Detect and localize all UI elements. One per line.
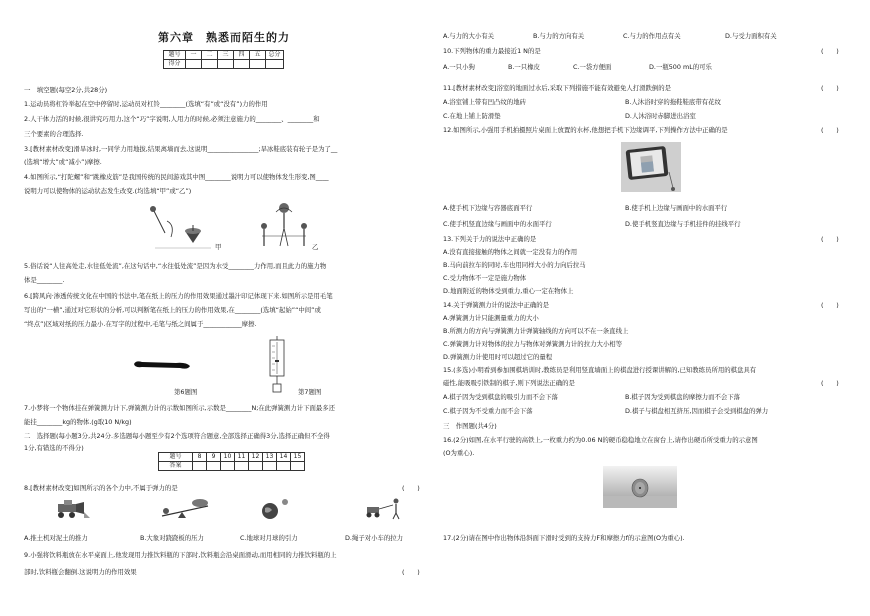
question-12-answer-paren: ( ) bbox=[821, 126, 839, 134]
q10-option-d: D.一瓶500 mL的可乐 bbox=[649, 63, 712, 71]
brush-stroke-figure bbox=[132, 358, 192, 372]
question-4-line1: 4.如图所示,“打陀螺”和“跳橡皮筋”是我国传统的民间游戏其中图________说明力可以使物体发生形变,图____ bbox=[24, 173, 329, 181]
answer-table bbox=[158, 452, 305, 471]
answer-table-value-row bbox=[159, 462, 305, 471]
question-6-line3: “终点”)区域对纸的压力最小.在写字的过程中,毛笔与纸之间属于____________摩擦. bbox=[24, 320, 257, 328]
phone-cup-photo bbox=[621, 142, 681, 192]
q9-option-a: A.与力的大小有关 bbox=[443, 32, 495, 40]
q13-option-b: B.马向前拉车的同时,车也用同样大小的力向后拉马 bbox=[443, 261, 586, 269]
question-10: 10.下列物体的重力最接近1 N的是 bbox=[443, 47, 541, 55]
figure-label-yi: 乙 bbox=[312, 243, 319, 251]
figure-7-caption: 第7题图 bbox=[298, 388, 322, 396]
question-8-answer-paren: ( ) bbox=[402, 484, 420, 492]
spinning-top-figure bbox=[145, 203, 215, 253]
question-15-line1: 15.(多选)小明看到参加围棋培训时,教练员是利用竖直墙面上的棋盘进行授课讲解的,已知教练员所用的棋盘具有 bbox=[443, 366, 757, 374]
score-cell bbox=[218, 60, 234, 69]
score-cell bbox=[234, 60, 250, 69]
answer-table-header-row bbox=[159, 453, 305, 462]
answer-cell bbox=[221, 462, 235, 471]
score-cell bbox=[250, 60, 266, 69]
answer-cell: 9 bbox=[207, 453, 221, 462]
spring-scale-figure bbox=[266, 336, 288, 394]
q12-option-b: B.使手机上边缘与画面中的水面平行 bbox=[625, 204, 728, 212]
answer-cell: 13 bbox=[263, 453, 277, 462]
q10-option-b: B.一只橡皮 bbox=[508, 63, 540, 71]
question-4-line2: 说明力可以使物体的运动状态发生改变.(均选填“甲”或“乙”) bbox=[24, 187, 192, 195]
answer-cell: 10 bbox=[221, 453, 235, 462]
question-13: 13.下列关于力的说法中正确的是 bbox=[443, 235, 537, 243]
answer-cell: 11 bbox=[235, 453, 249, 462]
rope-cart-illustration bbox=[365, 497, 405, 521]
q14-option-a: A.弹簧测力计只能测量重力的大小 bbox=[443, 314, 539, 322]
question-3-line2: (选填“增大”或“减小”)摩擦. bbox=[24, 158, 102, 166]
q8-option-a: A.推土机对泥土的推力 bbox=[24, 534, 88, 542]
question-2-line1: 2.人干体力活的时候,很讲究巧用力,这个“巧”字说明,人用力的时候,必须注意施力的________、________和 bbox=[24, 115, 320, 123]
score-cell bbox=[202, 60, 218, 69]
question-9-line2: 部时,饮料瓶会翻倒.这说明力的作用效果 bbox=[24, 568, 137, 576]
score-cell: 得分 bbox=[164, 60, 186, 69]
q13-option-a: A.没有直接接触的物体之间就一定没有力的作用 bbox=[443, 248, 578, 256]
q11-option-d: D.人沐浴时赤脚进出浴室 bbox=[625, 112, 696, 120]
score-cell: 一 bbox=[186, 51, 202, 60]
score-cell: 总分 bbox=[266, 51, 284, 60]
q8-option-d: D.绳子对小车的拉力 bbox=[345, 534, 404, 542]
question-2-line2: 三个要素的合理选择. bbox=[24, 130, 84, 138]
question-13-answer-paren: ( ) bbox=[821, 235, 839, 243]
q11-option-a: A.浴室铺上带有凹凸纹的地砖 bbox=[443, 98, 526, 106]
q13-option-c: C.受力物体不一定是施力物体 bbox=[443, 274, 527, 282]
score-cell: 五 bbox=[250, 51, 266, 60]
rubber-band-figure bbox=[256, 200, 312, 254]
q15-option-d: D.棋子与棋盘相互挤压,因而棋子会受到棋盘的弹力 bbox=[625, 407, 769, 415]
question-10-answer-paren: ( ) bbox=[821, 47, 839, 55]
question-9-line1: 9.小强将饮料瓶放在水平桌面上,他发现用力推饮料瓶的下部时,饮料瓶会沿桌面滑动,而用相同的力推饮料瓶的上 bbox=[24, 551, 337, 559]
coin-windowsill-photo bbox=[603, 466, 677, 508]
question-6-line1: 6.[跨风向·渗透传统文化在中国的书法中,笔在纸上的压力的作用效果通过墨汁印记体现下来.如图所示是用毛笔 bbox=[24, 292, 333, 300]
answer-cell bbox=[277, 462, 291, 471]
answer-cell bbox=[193, 462, 207, 471]
q8-option-c: C.地球对月球的引力 bbox=[240, 534, 298, 542]
question-11: 11.[教材素材改变]浴室的地面过水后,采取下列措施不能有效避免人打滑跌倒的是 bbox=[443, 84, 672, 92]
answer-cell: 题号 bbox=[159, 453, 193, 462]
question-7-line2: 能挂________kg的物体.(g取10 N/kg) bbox=[24, 418, 132, 426]
answer-cell bbox=[263, 462, 277, 471]
answer-cell: 8 bbox=[193, 453, 207, 462]
question-16-line1: 16.(2分)如图,在水平行驶的高铁上,一枚重力约为0.06 N的硬币稳稳地立在窗台上,请作出硬币所受重力的示意图 bbox=[443, 436, 758, 444]
answer-cell: 答案 bbox=[159, 462, 193, 471]
q15-option-b: B.棋子因为受到棋盘的摩擦力而不会下落 bbox=[625, 393, 741, 401]
question-11-answer-paren: ( ) bbox=[821, 84, 839, 92]
q11-option-b: B.人沐浴时穿的拖鞋鞋底带有花纹 bbox=[625, 98, 721, 106]
bulldozer-illustration bbox=[50, 498, 90, 520]
q8-option-b: B.大象对跷跷板的压力 bbox=[140, 534, 204, 542]
q10-option-c: C.一袋方便面 bbox=[573, 63, 612, 71]
page-title: 第六章 熟悉而陌生的力 bbox=[158, 31, 290, 44]
question-9-answer-paren: ( ) bbox=[402, 568, 420, 576]
score-table bbox=[163, 50, 284, 69]
question-16-line2: (O为重心). bbox=[443, 449, 475, 457]
q12-option-d: D.使手机竖直边缘与手机挂件的挂线平行 bbox=[625, 220, 741, 228]
q9-option-d: D.与受力面积有关 bbox=[725, 32, 777, 40]
score-cell bbox=[266, 60, 284, 69]
answer-cell: 12 bbox=[249, 453, 263, 462]
question-7-line1: 7.小梦将一个物体挂在弹簧测力计下,弹簧测力计的示数如图所示,示数是________N;在此弹簧测力计下面最多还 bbox=[24, 404, 336, 412]
score-cell: 二 bbox=[202, 51, 218, 60]
q12-option-a: A.使手机下边缘与容器底面平行 bbox=[443, 204, 533, 212]
question-5-line1: 5.俗话说“人往高处走,水往低处流”,在这句话中,“水往低处流”是因为水受________力作用,而且此力的施力物 bbox=[24, 262, 327, 270]
question-8: 8.[教材素材改变]如图所示的各个力中,不属于弹力的是 bbox=[24, 484, 178, 492]
q15-option-c: C.棋子因为不受重力而不会下落 bbox=[443, 407, 533, 415]
q9-option-c: C.与力的作用点有关 bbox=[623, 32, 681, 40]
q10-option-a: A.一只小狗 bbox=[443, 63, 475, 71]
answer-cell: 15 bbox=[291, 453, 305, 462]
q14-option-d: D.弹簧测力计使用时可以超过它的量程 bbox=[443, 353, 553, 361]
score-table-value-row bbox=[164, 60, 284, 69]
answer-cell: 14 bbox=[277, 453, 291, 462]
q9-option-b: B.与力的方向有关 bbox=[533, 32, 585, 40]
section2-heading-line1: 二 选择题(每小题3分,共24分.多选题每小题至少有2个选项符合题意,全部选择正确得3分,选择正确但不全得 bbox=[24, 432, 330, 440]
question-14: 14.关于弹簧测力计的说法中正确的是 bbox=[443, 301, 550, 309]
question-14-answer-paren: ( ) bbox=[821, 301, 839, 309]
question-5-line2: 体是________. bbox=[24, 276, 65, 284]
q12-option-c: C.使手机竖直边缘与画面中的水面平行 bbox=[443, 220, 552, 228]
score-cell: 四 bbox=[234, 51, 250, 60]
answer-cell bbox=[235, 462, 249, 471]
question-12: 12.如图所示,小强用手机拍摄照片桌面上放置的水杯,他想把手机下边缘调平,下列操作方法中正确的是 bbox=[443, 126, 728, 134]
question-6-line2: 写出的“一横”,通过对它形状的分析,可以判断笔在纸上的压力的作用效果,在________(选填“起始”“中间”或 bbox=[24, 306, 321, 314]
q14-option-c: C.弹簧测力计对物体的拉力与物体对弹簧测力计的拉力大小相等 bbox=[443, 340, 623, 348]
score-cell bbox=[186, 60, 202, 69]
section1-heading: 一 填空题(每空2分,共28分) bbox=[24, 86, 108, 94]
q15-option-a: A.棋子因为受到棋盘的吸引力而不会下落 bbox=[443, 393, 558, 401]
q11-option-c: C.在地上铺上防滑垫 bbox=[443, 112, 501, 120]
score-table-header-row bbox=[164, 51, 284, 60]
elephant-seesaw-illustration bbox=[160, 498, 210, 520]
question-17: 17.(2分)请在图中作出物体沿斜面下滑时受到的支持力F和摩擦力f的示意图(O为重心). bbox=[443, 534, 685, 542]
figure-6-caption: 第6题图 bbox=[174, 388, 198, 396]
q13-option-d: D.地面附近的物体受到重力,重心一定在物体上 bbox=[443, 287, 574, 295]
earth-moon-illustration bbox=[260, 497, 290, 521]
question-15-answer-paren: ( ) bbox=[821, 379, 839, 387]
figure-label-jia: 甲 bbox=[215, 243, 222, 251]
question-3-line1: 3.[教材素材改变]滑旱冰时,一同学力用地拔,结果离墙而去,这说明________________;旱冰鞋底装有轮子是为了__ bbox=[24, 145, 338, 153]
score-cell: 三 bbox=[218, 51, 234, 60]
question-1: 1.运动员将杠铃举起在空中停留时,运动员对杠铃________(选填“有”或“没有”)力的作用 bbox=[24, 100, 268, 108]
answer-cell bbox=[207, 462, 221, 471]
answer-cell bbox=[291, 462, 305, 471]
answer-cell bbox=[249, 462, 263, 471]
section3-heading: 三 作图题(共4分) bbox=[443, 422, 497, 430]
section2-heading-line2: 1分,有错选的不得分) bbox=[24, 444, 84, 452]
q14-option-b: B.所测力的方向与弹簧测力计弹簧轴线的方向可以不在一条直线上 bbox=[443, 327, 629, 335]
score-cell: 题号 bbox=[164, 51, 186, 60]
question-15-line2: 磁性,能吸吸引铁制的棋子,则下列说法正确的是 bbox=[443, 379, 575, 387]
